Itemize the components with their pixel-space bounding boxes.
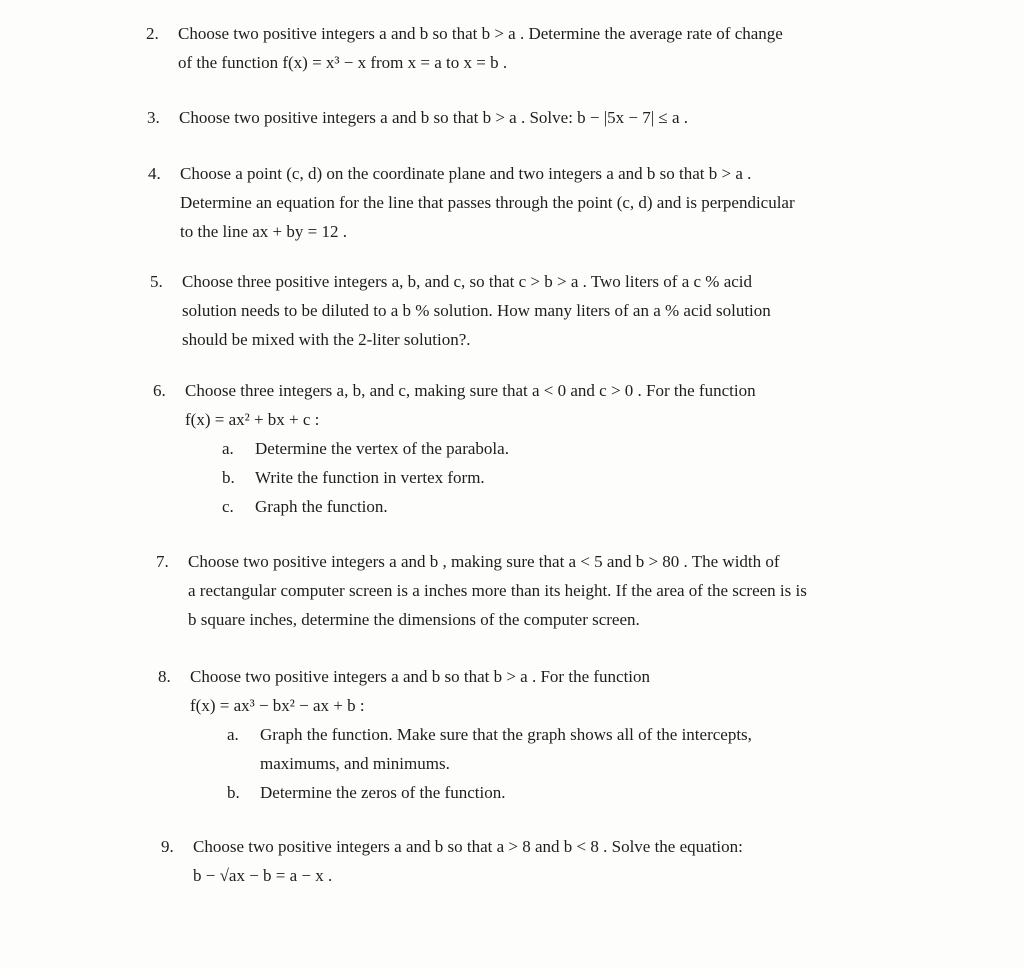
- problem-line: Determine an equation for the line that passes through the point (c, d) and is perpendicular: [180, 193, 795, 212]
- problem-line: Choose two positive integers a and b so that b > a . Solve: b − |5x − 7| ≤ a .: [179, 108, 689, 127]
- problem-number: 9.: [161, 837, 174, 856]
- problem-line: Choose three positive integers a, b, and c, so that c > b > a . Two liters of a c % acid: [182, 272, 753, 291]
- problem-number: 5.: [150, 272, 163, 291]
- problem-4: [148, 159, 795, 246]
- problem-line: solution needs to be diluted to a b % solution. How many liters of an a % acid solution: [182, 301, 771, 320]
- sub-item-b: [222, 463, 756, 492]
- sub-letter: a.: [227, 725, 239, 744]
- problem-line: f(x) = ax³ − bx² − ax + b :: [190, 696, 365, 715]
- problem-line: Choose two positive integers a and b so that b > a . For the function: [190, 667, 651, 686]
- sub-item-a: [227, 720, 752, 749]
- problem-line: Choose two positive integers a and b so that a > 8 and b < 8 . Solve the equation:: [193, 837, 743, 856]
- problem-2: [146, 19, 783, 77]
- problem-3: [147, 103, 689, 132]
- problem-9: [161, 832, 743, 890]
- sub-letter: c.: [222, 497, 234, 516]
- sub-text: Graph the function.: [255, 497, 388, 516]
- sub-text: Determine the zeros of the function.: [260, 783, 506, 802]
- sub-text: Graph the function. Make sure that the graph shows all of the intercepts,: [260, 725, 752, 744]
- problem-line: a rectangular computer screen is a inches more than its height. If the area of the screen is is: [188, 581, 807, 600]
- sub-text-continued: maximums, and minimums.: [260, 754, 450, 773]
- sub-letter: a.: [222, 439, 234, 458]
- sub-item-c: [222, 492, 756, 521]
- problem-line: b square inches, determine the dimensions of the computer screen.: [188, 610, 640, 629]
- problem-line: b − √ax − b = a − x .: [193, 866, 333, 885]
- problem-8: [158, 662, 752, 807]
- problem-number: 4.: [148, 164, 161, 183]
- problem-line: of the function f(x) = x³ − x from x = a to x = b .: [178, 53, 508, 72]
- problem-number: 6.: [153, 381, 166, 400]
- problem-number: 2.: [146, 24, 159, 43]
- problem-number: 3.: [147, 108, 160, 127]
- sub-text: Determine the vertex of the parabola.: [255, 439, 509, 458]
- problem-6: [153, 376, 756, 521]
- problem-line: Choose two positive integers a and b so that b > a . Determine the average rate of change: [178, 24, 783, 43]
- problem-line: Choose a point (c, d) on the coordinate plane and two integers a and b so that b > a .: [180, 164, 752, 183]
- sub-item-a: [222, 434, 756, 463]
- sub-letter: b.: [222, 468, 235, 487]
- problem-number: 8.: [158, 667, 171, 686]
- problem-7: [156, 547, 807, 634]
- sub-letter: b.: [227, 783, 240, 802]
- problem-line: f(x) = ax² + bx + c :: [185, 410, 320, 429]
- problem-line: Choose two positive integers a and b , making sure that a < 5 and b > 80 . The width of: [188, 552, 780, 571]
- problem-line: Choose three integers a, b, and c, making sure that a < 0 and c > 0 . For the function: [185, 381, 756, 400]
- problem-line: should be mixed with the 2-liter solution?.: [182, 330, 471, 349]
- sub-item-b: [227, 778, 752, 807]
- problem-line: to the line ax + by = 12 .: [180, 222, 347, 241]
- problem-5: [150, 267, 771, 354]
- sub-text: Write the function in vertex form.: [255, 468, 485, 487]
- problem-number: 7.: [156, 552, 169, 571]
